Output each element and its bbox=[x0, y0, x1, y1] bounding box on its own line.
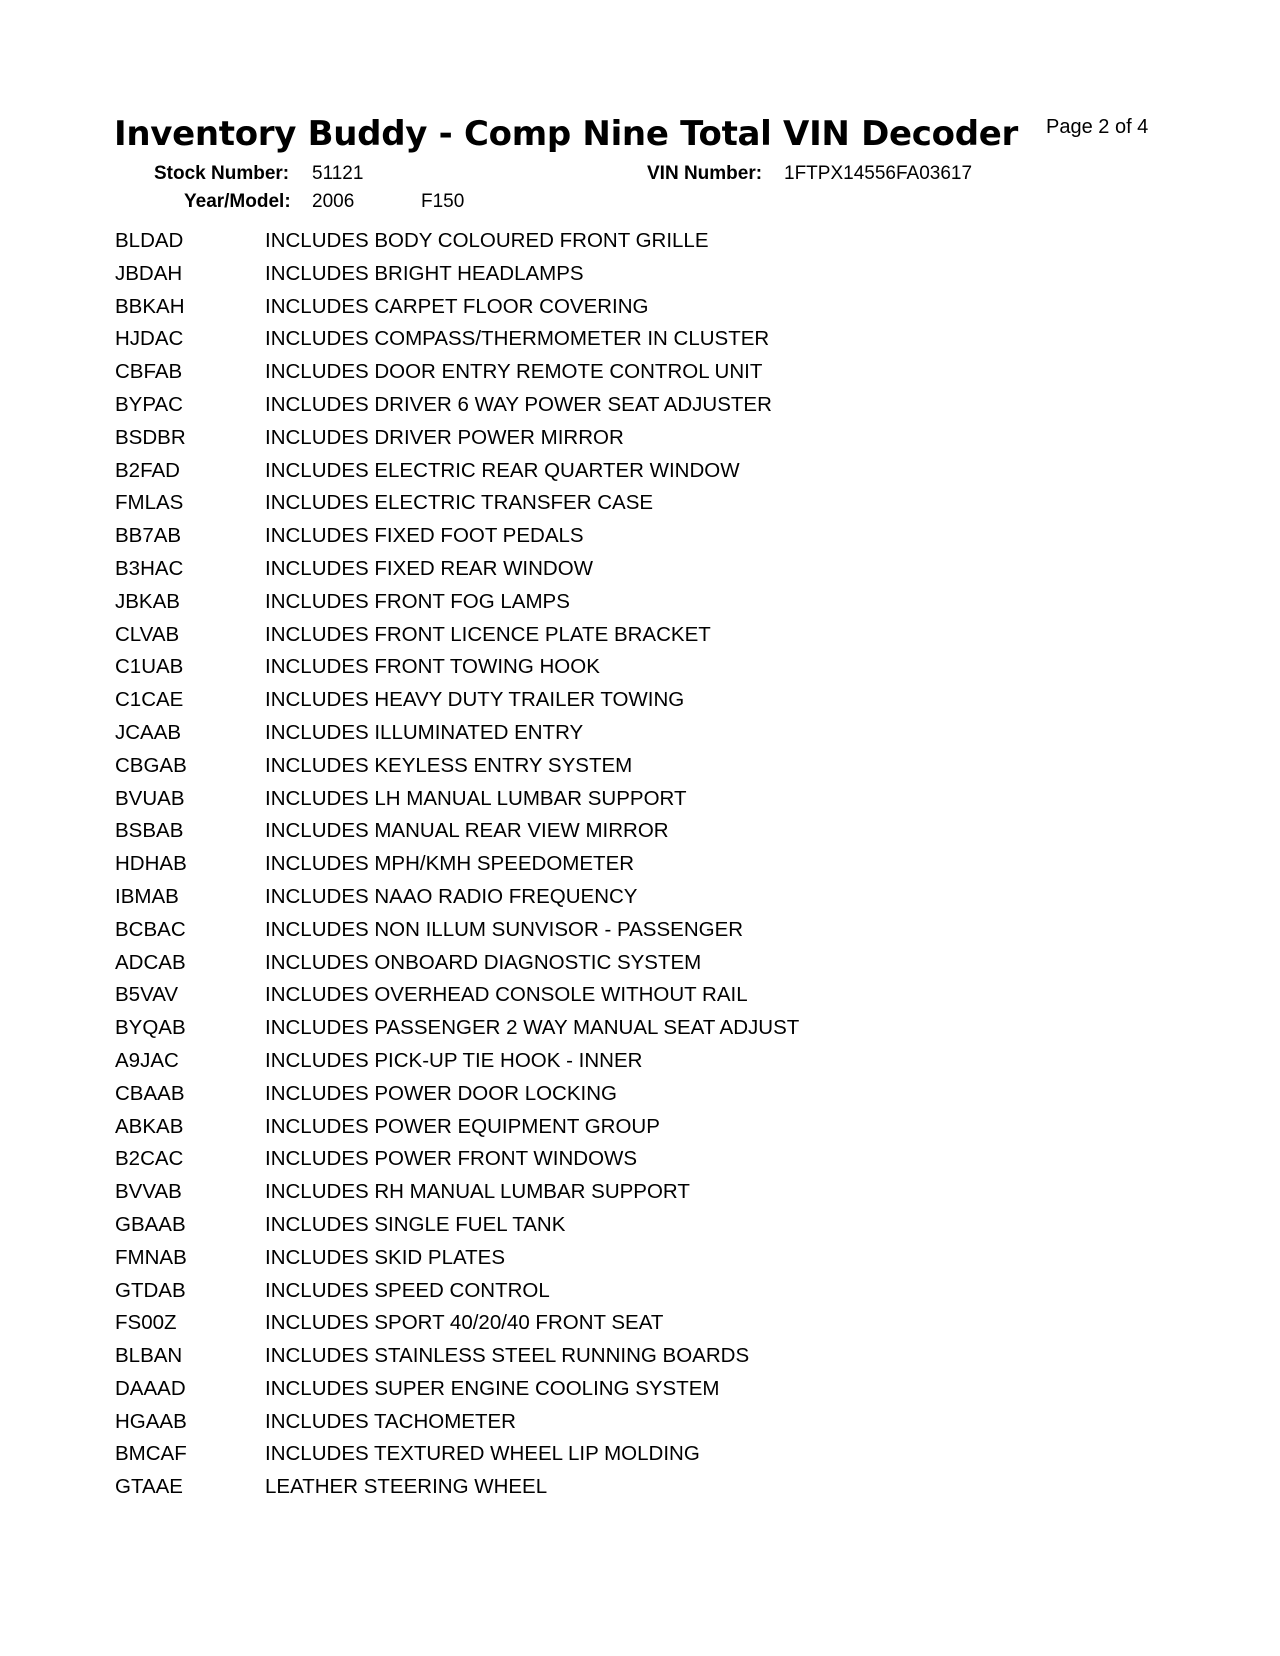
option-row bbox=[115, 1344, 1165, 1377]
option-description: INCLUDES MANUAL REAR VIEW MIRROR bbox=[265, 819, 669, 843]
option-code: JCAAB bbox=[115, 720, 182, 744]
option-row bbox=[115, 1082, 1165, 1115]
option-row bbox=[115, 1049, 1165, 1082]
option-description: INCLUDES PASSENGER 2 WAY MANUAL SEAT ADJUST bbox=[265, 1016, 800, 1040]
option-description: INCLUDES TACHOMETER bbox=[265, 1409, 516, 1433]
option-code: BYPAC bbox=[115, 392, 183, 416]
option-code: FMNAB bbox=[115, 1245, 187, 1269]
stock-number-label: Stock Number: bbox=[154, 163, 290, 184]
option-row bbox=[115, 1279, 1165, 1312]
option-row bbox=[115, 360, 1165, 393]
option-code: BLDAD bbox=[115, 229, 184, 252]
option-code: JBKAB bbox=[115, 589, 180, 613]
option-code-list bbox=[115, 229, 1165, 1508]
option-row bbox=[115, 1311, 1165, 1344]
option-row bbox=[115, 1115, 1165, 1148]
option-description: INCLUDES PICK-UP TIE HOOK - INNER bbox=[265, 1048, 643, 1072]
option-row bbox=[115, 623, 1165, 656]
option-row bbox=[115, 885, 1165, 918]
option-code: BMCAF bbox=[115, 1442, 187, 1466]
option-description: INCLUDES TEXTURED WHEEL LIP MOLDING bbox=[265, 1442, 700, 1466]
option-code: C1CAE bbox=[115, 688, 184, 712]
option-code: DAAAD bbox=[115, 1376, 186, 1400]
option-description: INCLUDES BRIGHT HEADLAMPS bbox=[265, 261, 584, 285]
option-code: BYQAB bbox=[115, 1016, 186, 1040]
vin-value: 1FTPX14556FA03617 bbox=[784, 163, 973, 184]
option-code: A9JAC bbox=[115, 1048, 179, 1072]
option-code: FS00Z bbox=[115, 1311, 177, 1335]
option-code: GTAAE bbox=[115, 1475, 183, 1499]
option-row bbox=[115, 557, 1165, 590]
option-code: BVVAB bbox=[115, 1180, 182, 1204]
option-row bbox=[115, 327, 1165, 360]
option-row bbox=[115, 1377, 1165, 1410]
option-description: INCLUDES NON ILLUM SUNVISOR - PASSENGER bbox=[265, 917, 744, 941]
option-description: INCLUDES SKID PLATES bbox=[265, 1245, 505, 1269]
option-code: B2CAC bbox=[115, 1147, 184, 1171]
option-description: INCLUDES OVERHEAD CONSOLE WITHOUT RAIL bbox=[265, 983, 748, 1007]
option-row bbox=[115, 393, 1165, 426]
option-description: INCLUDES ELECTRIC REAR QUARTER WINDOW bbox=[265, 458, 740, 482]
option-description: INCLUDES FRONT LICENCE PLATE BRACKET bbox=[265, 622, 711, 646]
option-description: INCLUDES MPH/KMH SPEEDOMETER bbox=[265, 852, 635, 876]
option-row bbox=[115, 688, 1165, 721]
option-description: INCLUDES RH MANUAL LUMBAR SUPPORT bbox=[265, 1180, 690, 1204]
document-title: Inventory Buddy - Comp Nine Total VIN Decoder bbox=[114, 114, 1018, 154]
option-code: BSBAB bbox=[115, 819, 184, 843]
stock-number-value: 51121 bbox=[312, 163, 364, 184]
option-description: INCLUDES CARPET FLOOR COVERING bbox=[265, 294, 649, 318]
option-description: LEATHER STEERING WHEEL bbox=[265, 1475, 548, 1499]
option-description: INCLUDES ONBOARD DIAGNOSTIC SYSTEM bbox=[265, 950, 702, 974]
option-row bbox=[115, 459, 1165, 492]
option-row bbox=[115, 983, 1165, 1016]
option-code: B2FAD bbox=[115, 458, 180, 482]
option-description: INCLUDES ILLUMINATED ENTRY bbox=[265, 720, 584, 744]
option-description: INCLUDES DRIVER 6 WAY POWER SEAT ADJUSTER bbox=[265, 392, 772, 416]
option-description: INCLUDES DRIVER POWER MIRROR bbox=[265, 425, 624, 449]
option-code: BLBAN bbox=[115, 1344, 183, 1368]
option-row bbox=[115, 852, 1165, 885]
option-description: INCLUDES DOOR ENTRY REMOTE CONTROL UNIT bbox=[265, 360, 763, 384]
option-description: INCLUDES FRONT TOWING HOOK bbox=[265, 655, 600, 679]
option-description: INCLUDES STAINLESS STEEL RUNNING BOARDS bbox=[265, 1344, 750, 1368]
option-description: INCLUDES BODY COLOURED FRONT GRILLE bbox=[265, 229, 709, 252]
option-code: HJDAC bbox=[115, 327, 184, 351]
option-description: INCLUDES HEAVY DUTY TRAILER TOWING bbox=[265, 688, 685, 712]
option-description: INCLUDES SUPER ENGINE COOLING SYSTEM bbox=[265, 1376, 720, 1400]
option-code: FMLAS bbox=[115, 491, 184, 515]
option-row bbox=[115, 1147, 1165, 1180]
option-row bbox=[115, 491, 1165, 524]
option-code: CBFAB bbox=[115, 360, 183, 384]
option-row bbox=[115, 1016, 1165, 1049]
option-code: GBAAB bbox=[115, 1212, 186, 1236]
option-description: INCLUDES NAAO RADIO FREQUENCY bbox=[265, 884, 638, 908]
option-code: HDHAB bbox=[115, 852, 187, 876]
option-row bbox=[115, 1246, 1165, 1279]
option-row bbox=[115, 655, 1165, 688]
option-code: CLVAB bbox=[115, 622, 180, 646]
option-row bbox=[115, 721, 1165, 754]
option-row bbox=[115, 819, 1165, 852]
option-code: BSDBR bbox=[115, 425, 186, 449]
option-description: INCLUDES POWER EQUIPMENT GROUP bbox=[265, 1114, 660, 1138]
option-row bbox=[115, 590, 1165, 623]
option-row bbox=[115, 1180, 1165, 1213]
option-description: INCLUDES KEYLESS ENTRY SYSTEM bbox=[265, 753, 633, 777]
option-row bbox=[115, 295, 1165, 328]
option-row bbox=[115, 524, 1165, 557]
option-code: C1UAB bbox=[115, 655, 184, 679]
option-code: GTDAB bbox=[115, 1278, 186, 1302]
option-description: INCLUDES POWER FRONT WINDOWS bbox=[265, 1147, 638, 1171]
option-row bbox=[115, 754, 1165, 787]
option-row bbox=[115, 262, 1165, 295]
option-code: B5VAV bbox=[115, 983, 179, 1007]
page-indicator: Page 2 of 4 bbox=[1046, 116, 1149, 138]
option-row bbox=[115, 918, 1165, 951]
option-row bbox=[115, 1410, 1165, 1443]
option-row bbox=[115, 1475, 1165, 1508]
option-code: IBMAB bbox=[115, 884, 179, 908]
option-code: ABKAB bbox=[115, 1114, 184, 1138]
option-description: INCLUDES POWER DOOR LOCKING bbox=[265, 1081, 617, 1105]
option-description: INCLUDES FRONT FOG LAMPS bbox=[265, 589, 570, 613]
option-code: HGAAB bbox=[115, 1409, 187, 1433]
option-row bbox=[115, 426, 1165, 459]
option-code: CBAAB bbox=[115, 1081, 185, 1105]
option-code: JBDAH bbox=[115, 261, 183, 285]
option-code: BBKAH bbox=[115, 294, 185, 318]
option-row bbox=[115, 1442, 1165, 1475]
option-description: INCLUDES FIXED FOOT PEDALS bbox=[265, 524, 584, 548]
option-code: BB7AB bbox=[115, 524, 182, 548]
option-row bbox=[115, 229, 1165, 262]
option-description: INCLUDES COMPASS/THERMOMETER IN CLUSTER bbox=[265, 327, 770, 351]
option-row bbox=[115, 951, 1165, 984]
option-code: CBGAB bbox=[115, 753, 187, 777]
option-description: INCLUDES SPORT 40/20/40 FRONT SEAT bbox=[265, 1311, 664, 1335]
option-code: ADCAB bbox=[115, 950, 186, 974]
model-value: F150 bbox=[421, 191, 465, 212]
option-row bbox=[115, 1213, 1165, 1246]
option-description: INCLUDES LH MANUAL LUMBAR SUPPORT bbox=[265, 786, 687, 810]
option-description: INCLUDES FIXED REAR WINDOW bbox=[265, 556, 594, 580]
option-code: B3HAC bbox=[115, 556, 184, 580]
option-row bbox=[115, 787, 1165, 820]
option-description: INCLUDES ELECTRIC TRANSFER CASE bbox=[265, 491, 654, 515]
option-code: BCBAC bbox=[115, 917, 186, 941]
year-value: 2006 bbox=[312, 191, 355, 212]
vin-label: VIN Number: bbox=[647, 163, 763, 184]
option-description: INCLUDES SINGLE FUEL TANK bbox=[265, 1212, 566, 1236]
option-description: INCLUDES SPEED CONTROL bbox=[265, 1278, 550, 1302]
option-code: BVUAB bbox=[115, 786, 185, 810]
year-model-label: Year/Model: bbox=[184, 191, 291, 212]
